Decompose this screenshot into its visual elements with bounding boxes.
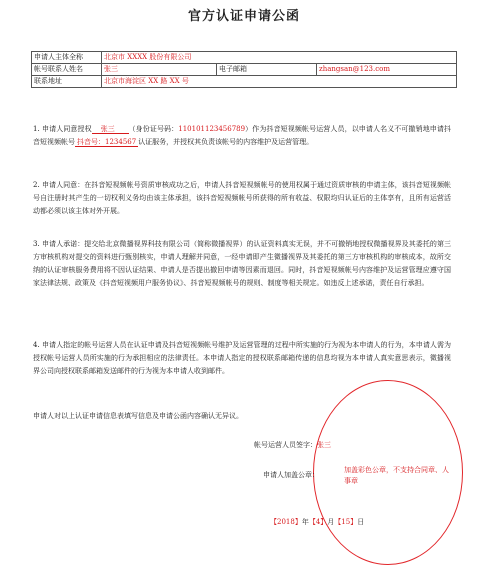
page-title: 官方认证申请公函: [187, 9, 300, 24]
operator-name: 张三: [92, 125, 129, 134]
para1-text-b: （身份证号码：: [128, 125, 179, 133]
paragraph-1: [33, 123, 451, 149]
table-row: [32, 52, 457, 64]
label-entity-name: 申请人主体全称: [32, 52, 102, 64]
para1-text-c: ）作为抖音短视频帐号运营人员，以申请人名义不可撤销地申请抖音短视频帐号: [33, 125, 452, 146]
seal-label: 申请人加盖公章：: [263, 471, 319, 479]
table-row: [32, 64, 457, 76]
applicant-info-table: [31, 51, 457, 88]
label-address: 联系地址: [32, 76, 102, 88]
value-email: zhangsan@123.com: [317, 64, 457, 76]
paragraph-4: 4. 申请人指定的帐号运营人员在认证申请及抖音短视频帐号维护及运营管理的过程中所实施的行为视为本申请人的行为，本申请人需为授权帐号运营人员所实施的行为承担相应的法律责任。本申请人指定的授权联系邮箱传递的信息均视为本申请人真实意思表示，微播视界公司向授权联系邮箱发送邮件的行为视为本申请人收到邮件。: [33, 341, 451, 375]
signature-label: 帐号运营人员签字：: [254, 441, 317, 449]
para1-text-a: 1. 申请人同意授权: [33, 125, 92, 133]
id-number: 110101123456789: [178, 125, 246, 133]
para1-text-d: 认证服务，并授权其负责该帐号的内容维护及运营管理。: [138, 138, 314, 146]
date-year-unit: 年: [301, 518, 309, 526]
date-month: 【4】: [308, 518, 328, 526]
value-entity-name: 北京市 XXXX 股份有限公司: [102, 52, 457, 64]
date-month-unit: 月: [327, 518, 335, 526]
value-contact-name: 张三: [102, 64, 217, 76]
account-id: 抖音号：1234567: [77, 138, 137, 146]
paragraph-2: 2. 申请人同意：在抖音短视频帐号资质审核成功之后，申请人抖音短视频帐号的使用权属于通过资质审核的申请主体，该抖音短视频帐号自注册时其产生的一切权利义务均由该主体承担，该抖音短视频帐号所获得的所有收益、权限均归认证后的主体享有，且所有运营活动都必须以该主体对外开展。: [33, 181, 451, 215]
label-email: 电子邮箱: [217, 64, 317, 76]
value-address: 北京市海淀区 XX 路 XX 号: [102, 76, 457, 88]
date-day-unit: 日: [357, 518, 365, 526]
date-day: 【15】: [334, 518, 358, 526]
operator-signature: [254, 440, 331, 450]
signature-value: 张三: [317, 441, 331, 449]
confirm-statement: 申请人对以上认证申请信息表填写信息及申请公函内容确认无异议。: [33, 412, 243, 420]
date-year: 【2018】: [270, 518, 302, 526]
date-line: [270, 517, 364, 527]
label-contact-name: 帐号联系人姓名: [32, 64, 102, 76]
paragraph-3: 3. 申请人承诺：提交给北京微播视界科技有限公司（简称微播视界）的认证资料真实无误，并不可撤销地授权微播视界及其委托的第三方审核机构对提交的资料进行甄别核实，申请人理解并同意，一经申请即产生微播视界及其委托的第三方审核机构的审核成本，故所交纳的认证审核服务费用将不因认证结果、申请人是否提出撤回申请等因素而退回。同时，抖音短视频帐号内容维护及运营管理应遵守国家法律法规、政策及《抖音短视频用户服务协议》、抖音短视频帐号的规则、制度等相关规定。如违反上述承诺，责任自行承担。: [33, 240, 451, 287]
table-row: [32, 76, 457, 88]
seal-note: 加盖彩色公章，不支持合同章、人事章: [344, 466, 449, 485]
